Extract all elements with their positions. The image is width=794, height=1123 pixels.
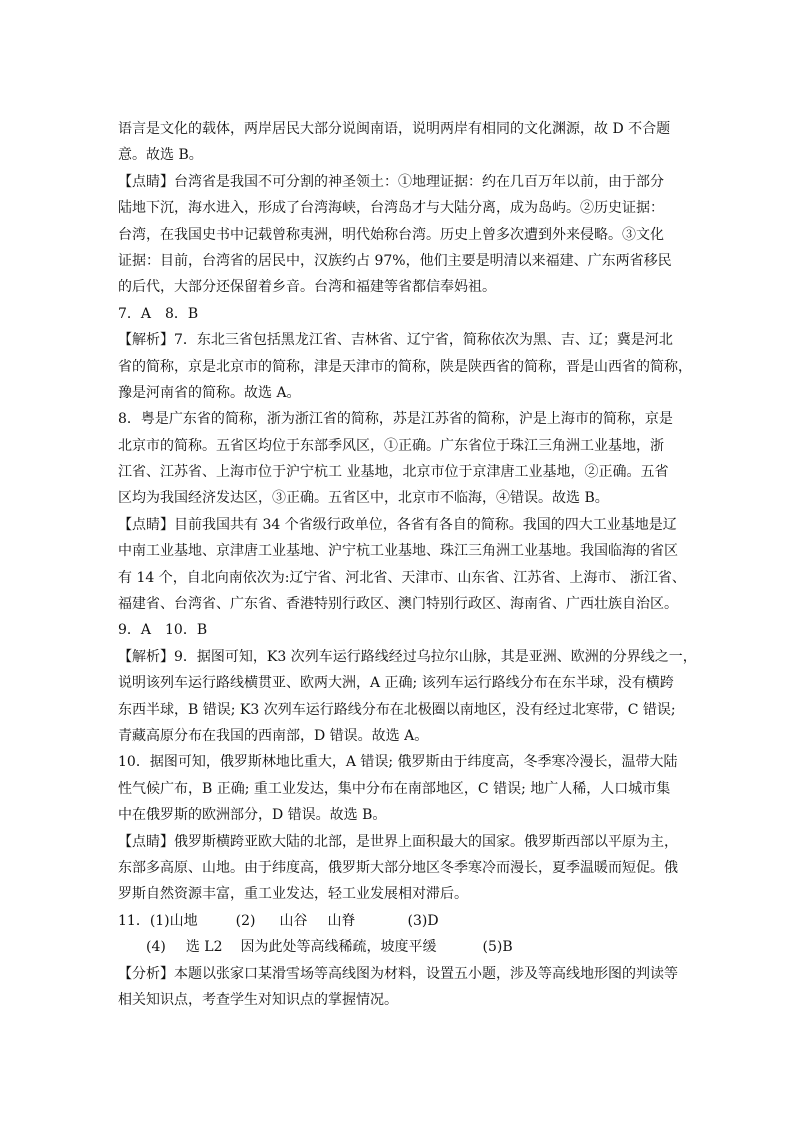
- text-line: 【点睛】俄罗斯横跨亚欧大陆的北部，是世界上面积最大的国家。俄罗斯西部以平原为主，: [118, 833, 678, 850]
- text-line: 中南工业基地、京津唐工业基地、沪宁杭工业基地、珠江三角洲工业基地。我国临海的省区: [118, 543, 678, 560]
- text-line: 中在俄罗斯的欧洲部分，D 错误。故选 B。: [118, 807, 387, 824]
- text-line: 语言是文化的载体，两岸居民大部分说闽南语，说明两岸有相同的文化渊源，故 D 不合题: [118, 121, 671, 137]
- q11-reason: 因为此处等高线稀疏，坡度平缓: [240, 939, 437, 956]
- text-line: 说明该列车运行路线横贯亚、欧两大洲，A 正确; 该列车运行路线分布在东半球，没有横跨: [118, 675, 674, 692]
- q11-choice: 选 L2: [185, 939, 223, 956]
- answer-line-q11: [118, 908, 678, 934]
- q11-part1: 11．(1)山地: [118, 912, 198, 929]
- text-line: 性气候广布，B 正确; 重工业发达，集中分布在南部地区，C 错误; 地广人稀，人口城市集: [118, 780, 671, 797]
- q11-part3: (3)D: [407, 912, 439, 929]
- text-line: 的后代，大部分还保留着乡音。台湾和福建等省都信奉妈祖。: [118, 279, 496, 296]
- text-line: 区均为我国经济发达区，③正确。五省区中，北京市不临海，④错误。故选 B。: [118, 490, 609, 507]
- text-line: 有 14 个，自北向南依次为:辽宁省、河北省、天津市、山东省、江苏省、上海市、 浙江省、: [118, 569, 686, 586]
- text-line: 【解析】9．据图可知，K3 次列车运行路线经过乌拉尔山脉，其是亚洲、欧洲的分界线之一，: [118, 648, 697, 665]
- q11-part5: (5)B: [482, 939, 513, 956]
- answer-line: 9．A 10．B: [118, 622, 208, 639]
- text-line: 相关知识点，考查学生对知识点的掌握情况。: [118, 991, 398, 1008]
- q11-ridge: 山脊: [327, 912, 356, 929]
- text-line: 台湾，在我国史书中记载曾称夷洲，明代始称台湾。历史上曾多次遭到外来侵略。③文化: [118, 226, 664, 243]
- text-line: 【点睛】台湾省是我国不可分割的神圣领土：①地理证据：约在几百万年以前，由于部分: [118, 173, 664, 190]
- text-line: 东西半球，B 错误; K3 次列车运行路线分布在北极圈以南地区，没有经过北寒带，C 错误;: [118, 701, 676, 718]
- text-line: 【分析】本题以张家口某滑雪场等高线图为材料，设置五小题，涉及等高线地形图的判读等: [118, 965, 678, 982]
- text-line: 北京市的简称。五省区均位于东部季风区，①正确。广东省位于珠江三角洲工业基地，浙: [118, 437, 664, 454]
- text-line: 陆地下沉，海水进入，形成了台湾海峡，台湾岛才与大陆分离，成为岛屿。②历史证据：: [118, 200, 664, 217]
- answer-line: 7．A 8．B: [118, 305, 199, 322]
- text-line: 东部多高原、山地。由于纬度高，俄罗斯大部分地区冬季寒冷而漫长，夏季温暖而短促。俄: [118, 859, 678, 876]
- text-line: 10．据图可知，俄罗斯林地比重大，A 错误; 俄罗斯由于纬度高，冬季寒冷漫长，温带大陆: [118, 754, 678, 771]
- text-line: 青藏高原分布在我国的西南部，D 错误。故选 A。: [118, 727, 429, 744]
- text-line: 【点睛】目前我国共有 34 个省级行政单位，各省有各自的简称。我国的四大工业基地是辽: [118, 516, 677, 533]
- text-line: 意。故选 B。: [118, 147, 203, 164]
- q11-valley: 山谷: [279, 912, 308, 929]
- q11-part4: (4): [146, 939, 166, 956]
- q11-part2: (2): [235, 912, 256, 929]
- text-line: 省的简称，京是北京市的简称，津是天津市的简称，陕是陕西省的简称，晋是山西省的简称，: [118, 358, 692, 375]
- text-line: 福建省、台湾省、广东省、香港特别行政区、澳门特别行政区、海南省、广西壮族自治区。: [118, 596, 678, 613]
- text-line: 江省、江苏省、上海市位于沪宁杭工 业基地，北京市位于京津唐工业基地，②正确。五省: [118, 464, 669, 481]
- text-line: 豫是河南省的简称。故选 A。: [118, 384, 301, 401]
- text-line: 8．粤是广东省的简称，浙为浙江省的简称，苏是江苏省的简称，沪是上海市的简称，京是: [118, 411, 673, 428]
- answer-text-block: [118, 116, 697, 1013]
- text-line: 罗斯自然资源丰富，重工业发达，轻工业发展相对滞后。: [118, 886, 468, 903]
- text-line: 【解析】7．东北三省包括黑龙江省、吉林省、辽宁省，简称依次为黑、吉、辽；冀是河北: [118, 332, 673, 349]
- answer-line-q11b: [118, 934, 678, 960]
- text-line: 证据：目前，台湾省的居民中，汉族约占 97%，他们主要是明清以来福建、广东两省移民: [118, 252, 672, 269]
